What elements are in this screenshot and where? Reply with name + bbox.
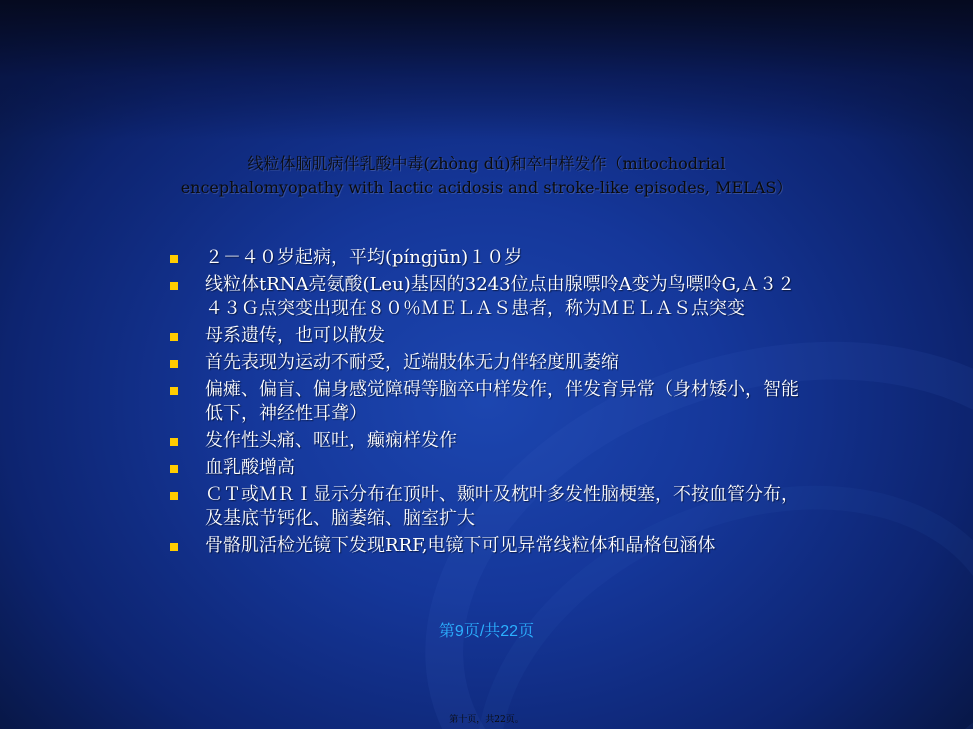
bullet-text: 线粒体tRNA亮氨酸(Leu)基因的3243位点由腺嘌呤A变为鸟嘌呤G,Ａ３２４３Ｇ点突变出现在８０％ＭＥＬＡＳ患者，称为ＭＥＬＡＳ点突变 <box>205 274 796 319</box>
square-bullet-icon <box>170 387 178 395</box>
bullet-item <box>168 378 808 426</box>
square-bullet-icon <box>170 465 178 473</box>
bullet-text: ＣＴ或ＭＲＩ显示分布在顶叶、颞叶及枕叶多发性脑梗塞，不按血管分布，及基底节钙化、脑萎缩、脑室扩大 <box>205 484 799 529</box>
top-shade <box>0 0 973 140</box>
bullet-text: 首先表现为运动不耐受，近端肢体无力伴轻度肌萎缩 <box>205 352 619 373</box>
bullet-item <box>168 429 808 453</box>
bullet-text: ２－４０岁起病，平均(píngjūn)１０岁 <box>205 247 523 268</box>
square-bullet-icon <box>170 255 178 263</box>
square-bullet-icon <box>170 438 178 446</box>
bullet-item <box>168 273 808 321</box>
square-bullet-icon <box>170 360 178 368</box>
bullet-list <box>168 246 808 561</box>
bullet-item <box>168 324 808 348</box>
slide-title: 线粒体脑肌病伴乳酸中毒(zhòng dú)和卒中样发作（mitochodrial encephalomyopathy with lactic acidosis and stroke-like episodes, MELAS） <box>180 154 793 197</box>
bullet-text: 偏瘫、偏盲、偏身感觉障碍等脑卒中样发作，伴发育异常（身材矮小，智能低下，神经性耳聋） <box>205 379 799 424</box>
page-indicator: 第9页/共22页 <box>438 623 535 640</box>
bullet-item <box>168 456 808 480</box>
bullet-item <box>168 351 808 375</box>
square-bullet-icon <box>170 333 178 341</box>
square-bullet-icon <box>170 492 178 500</box>
bullet-item <box>168 483 808 531</box>
bullet-item <box>168 246 808 270</box>
square-bullet-icon <box>170 282 178 290</box>
bullet-item <box>168 534 808 558</box>
bullet-text: 母系遗传，也可以散发 <box>205 325 385 346</box>
bullet-text: 血乳酸增高 <box>205 457 295 478</box>
footer-page-number: 第十页，共22页。 <box>449 715 524 725</box>
square-bullet-icon <box>170 543 178 551</box>
bullet-text: 发作性头痛、呕吐，癫痫样发作 <box>205 430 457 451</box>
bullet-text: 骨骼肌活检光镜下发现RRF,电镜下可见异常线粒体和晶格包涵体 <box>205 535 716 556</box>
